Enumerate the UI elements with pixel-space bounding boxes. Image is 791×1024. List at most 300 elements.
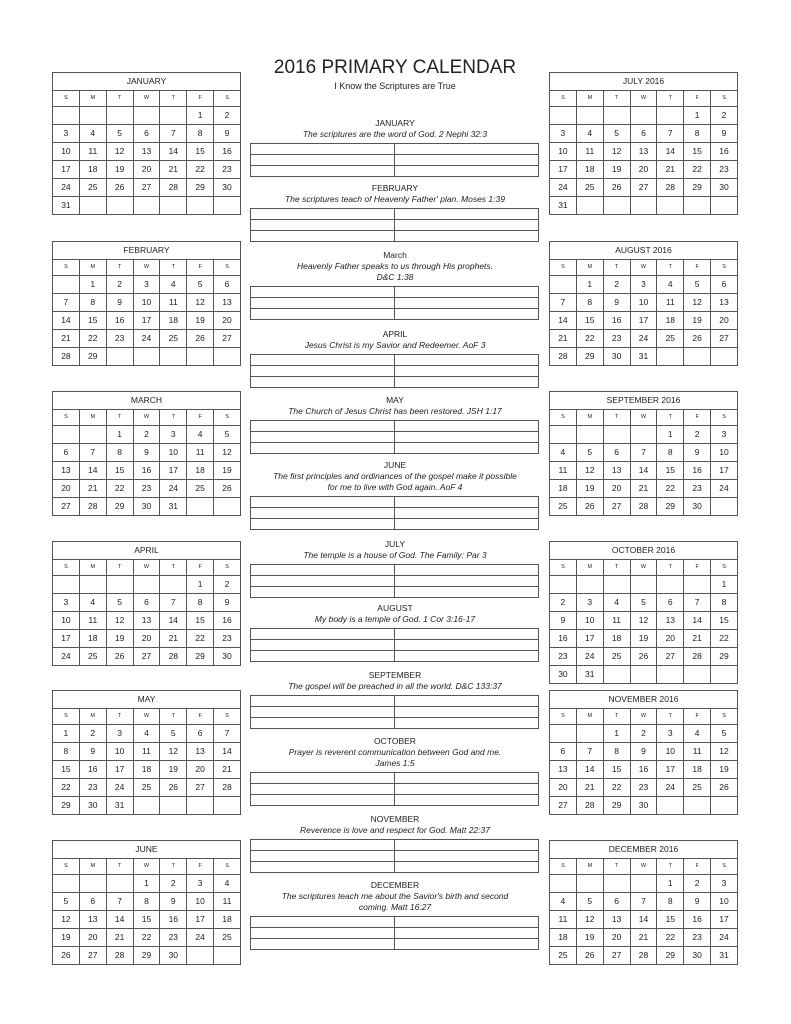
day-cell: 15 — [603, 761, 630, 779]
theme-block — [250, 670, 540, 692]
month-name: JUNE — [53, 841, 241, 859]
day-cell: 10 — [711, 893, 738, 911]
day-cell: 9 — [684, 893, 711, 911]
day-cell: 19 — [214, 462, 241, 480]
day-cell: 20 — [603, 480, 630, 498]
day-cell: 12 — [214, 444, 241, 462]
day-cell — [576, 426, 603, 444]
day-cell: 9 — [79, 743, 106, 761]
theme-month: NOVEMBER — [370, 814, 420, 824]
day-cell: 3 — [711, 426, 738, 444]
day-cell — [214, 197, 241, 215]
day-cell: 25 — [79, 648, 106, 666]
day-cell — [603, 426, 630, 444]
day-cell: 16 — [160, 911, 187, 929]
day-header: W — [133, 709, 160, 725]
day-cell: 22 — [657, 480, 684, 498]
day-cell: 30 — [79, 797, 106, 815]
day-cell: 22 — [684, 161, 711, 179]
day-cell: 14 — [684, 612, 711, 630]
day-header: T — [657, 709, 684, 725]
day-cell: 30 — [214, 179, 241, 197]
day-cell — [106, 107, 133, 125]
day-cell: 1 — [603, 725, 630, 743]
day-cell: 28 — [630, 498, 657, 516]
day-cell: 18 — [133, 761, 160, 779]
day-cell: 26 — [711, 779, 738, 797]
day-cell: 16 — [214, 612, 241, 630]
notes-grid — [250, 420, 539, 454]
day-cell: 16 — [133, 462, 160, 480]
day-cell: 20 — [550, 779, 577, 797]
day-cell: 30 — [214, 648, 241, 666]
notes-cell — [251, 576, 395, 587]
day-header: M — [79, 560, 106, 576]
day-cell: 23 — [79, 779, 106, 797]
day-cell: 18 — [550, 929, 577, 947]
day-cell: 16 — [684, 462, 711, 480]
day-cell: 2 — [684, 426, 711, 444]
day-cell: 22 — [603, 779, 630, 797]
day-cell: 6 — [133, 594, 160, 612]
calendar-november — [549, 690, 738, 815]
notes-cell — [395, 220, 539, 231]
day-cell: 22 — [106, 480, 133, 498]
theme-month: DECEMBER — [370, 880, 420, 890]
theme-scripture: The scriptures teach me about the Savior's birth and second — [281, 891, 509, 901]
day-cell — [603, 107, 630, 125]
day-cell: 8 — [53, 743, 80, 761]
day-header: S — [53, 410, 80, 426]
day-cell: 2 — [79, 725, 106, 743]
day-cell: 16 — [550, 630, 577, 648]
day-cell: 14 — [79, 462, 106, 480]
notes-cell — [251, 707, 395, 718]
day-cell — [603, 666, 630, 684]
day-cell: 27 — [657, 648, 684, 666]
day-cell: 12 — [187, 294, 214, 312]
day-cell: 21 — [53, 330, 80, 348]
day-cell: 31 — [576, 666, 603, 684]
day-header: W — [133, 260, 160, 276]
notes-cell — [395, 917, 539, 928]
day-cell: 16 — [603, 312, 630, 330]
day-cell — [160, 797, 187, 815]
day-header: W — [630, 260, 657, 276]
day-cell: 11 — [576, 143, 603, 161]
day-header: F — [187, 91, 214, 107]
day-cell: 3 — [53, 125, 80, 143]
day-cell: 3 — [630, 276, 657, 294]
day-cell: 19 — [160, 761, 187, 779]
day-cell: 31 — [630, 348, 657, 366]
day-cell: 18 — [603, 630, 630, 648]
calendar-april — [52, 541, 241, 666]
day-cell: 9 — [133, 444, 160, 462]
day-cell: 9 — [711, 125, 738, 143]
day-cell: 27 — [711, 330, 738, 348]
day-cell: 10 — [576, 612, 603, 630]
day-header: M — [576, 560, 603, 576]
month-name: MAY — [53, 691, 241, 709]
notes-cell — [395, 565, 539, 576]
theme-scripture: My body is a temple of God. 1 Cor 3:16-17 — [314, 614, 476, 624]
day-cell — [187, 797, 214, 815]
day-header: S — [214, 859, 241, 875]
notes-grid — [250, 916, 539, 950]
day-header: W — [133, 410, 160, 426]
day-cell: 20 — [603, 929, 630, 947]
day-header: T — [603, 859, 630, 875]
day-cell: 24 — [160, 480, 187, 498]
day-header: F — [684, 91, 711, 107]
day-header: F — [684, 410, 711, 426]
day-cell: 31 — [53, 197, 80, 215]
day-cell: 17 — [630, 312, 657, 330]
day-cell: 25 — [160, 330, 187, 348]
theme-block — [250, 395, 540, 417]
day-cell: 12 — [160, 743, 187, 761]
day-cell: 8 — [711, 594, 738, 612]
notes-cell — [395, 840, 539, 851]
day-cell: 4 — [576, 125, 603, 143]
day-cell: 17 — [550, 161, 577, 179]
day-cell: 21 — [550, 330, 577, 348]
notes-cell — [395, 773, 539, 784]
day-cell: 5 — [603, 125, 630, 143]
month-name: FEBRUARY — [53, 242, 241, 260]
theme-month: JANUARY — [375, 118, 415, 128]
day-cell: 28 — [160, 648, 187, 666]
day-cell: 4 — [550, 893, 577, 911]
notes-cell — [251, 784, 395, 795]
day-cell: 13 — [711, 294, 738, 312]
day-cell: 12 — [576, 462, 603, 480]
day-cell: 20 — [711, 312, 738, 330]
notes-grid — [250, 354, 539, 388]
day-cell — [53, 576, 80, 594]
day-cell: 7 — [160, 594, 187, 612]
day-cell: 26 — [106, 179, 133, 197]
day-cell — [160, 348, 187, 366]
day-cell: 18 — [576, 161, 603, 179]
notes-cell — [251, 651, 395, 662]
day-cell: 17 — [106, 761, 133, 779]
theme-scripture: Heavenly Father speaks to us through His prophets. — [296, 261, 494, 271]
day-header: T — [603, 709, 630, 725]
notes-cell — [251, 366, 395, 377]
day-cell: 5 — [711, 725, 738, 743]
day-cell: 25 — [550, 498, 577, 516]
day-cell: 2 — [133, 426, 160, 444]
day-cell: 22 — [187, 630, 214, 648]
day-cell: 21 — [160, 630, 187, 648]
day-header: W — [630, 91, 657, 107]
day-cell: 26 — [106, 648, 133, 666]
day-cell: 14 — [53, 312, 80, 330]
theme-scripture: coming. Matt 16:27 — [358, 902, 432, 912]
day-cell: 14 — [630, 911, 657, 929]
day-cell: 2 — [550, 594, 577, 612]
day-cell: 4 — [79, 594, 106, 612]
day-cell: 7 — [550, 294, 577, 312]
day-cell — [106, 875, 133, 893]
day-cell — [684, 576, 711, 594]
day-cell: 3 — [106, 725, 133, 743]
day-cell: 17 — [160, 462, 187, 480]
theme-month: APRIL — [382, 329, 408, 339]
theme-scripture: for me to live with God again. AoF 4 — [327, 482, 463, 492]
day-cell: 12 — [684, 294, 711, 312]
day-header: S — [53, 260, 80, 276]
notes-grid — [250, 208, 539, 242]
day-cell — [79, 875, 106, 893]
notes-cell — [251, 928, 395, 939]
day-header: S — [550, 260, 577, 276]
theme-scripture: Jesus Christ is my Savior and Redeemer. AoF 3 — [304, 340, 486, 350]
day-cell: 27 — [133, 179, 160, 197]
day-cell: 13 — [214, 294, 241, 312]
day-header: T — [106, 560, 133, 576]
day-cell: 23 — [214, 630, 241, 648]
day-cell: 2 — [630, 725, 657, 743]
month-name: DECEMBER 2016 — [550, 841, 738, 859]
day-cell: 5 — [53, 893, 80, 911]
day-cell: 11 — [79, 143, 106, 161]
theme-block — [250, 736, 540, 769]
day-header: F — [187, 260, 214, 276]
month-name: JANUARY — [53, 73, 241, 91]
day-cell — [79, 197, 106, 215]
notes-cell — [251, 377, 395, 388]
day-cell: 11 — [684, 743, 711, 761]
notes-cell — [251, 519, 395, 530]
day-cell: 3 — [187, 875, 214, 893]
day-cell: 25 — [603, 648, 630, 666]
notes-cell — [251, 432, 395, 443]
day-cell: 26 — [53, 947, 80, 965]
day-cell: 17 — [711, 911, 738, 929]
day-cell: 25 — [187, 480, 214, 498]
day-cell: 13 — [79, 911, 106, 929]
notes-cell — [251, 696, 395, 707]
theme-scripture: James 1:5 — [375, 758, 415, 768]
day-header: S — [711, 91, 738, 107]
day-cell: 18 — [684, 761, 711, 779]
day-cell: 10 — [160, 444, 187, 462]
day-cell: 3 — [53, 594, 80, 612]
page-subtitle: I Know the Scriptures are True — [334, 81, 456, 91]
calendar-august — [549, 241, 738, 366]
day-cell: 19 — [576, 929, 603, 947]
day-cell — [187, 197, 214, 215]
day-cell: 7 — [53, 294, 80, 312]
day-cell: 24 — [711, 929, 738, 947]
calendar-june — [52, 840, 241, 965]
day-header: W — [630, 709, 657, 725]
day-cell: 15 — [684, 143, 711, 161]
theme-block — [250, 603, 540, 625]
day-cell: 15 — [79, 312, 106, 330]
day-header: M — [576, 410, 603, 426]
calendar-december — [549, 840, 738, 965]
day-cell: 24 — [133, 330, 160, 348]
day-header: S — [53, 859, 80, 875]
day-cell: 4 — [603, 594, 630, 612]
day-cell: 30 — [711, 179, 738, 197]
day-cell: 10 — [550, 143, 577, 161]
day-cell: 27 — [187, 779, 214, 797]
day-cell: 30 — [133, 498, 160, 516]
day-cell: 2 — [214, 107, 241, 125]
page-title: 2016 PRIMARY CALENDAR — [273, 57, 517, 78]
day-cell: 26 — [630, 648, 657, 666]
calendar-may — [52, 690, 241, 815]
theme-scripture: The Church of Jesus Christ has been restored. JSH 1:17 — [288, 406, 502, 416]
day-cell — [657, 107, 684, 125]
day-cell: 15 — [53, 761, 80, 779]
theme-block — [250, 118, 540, 140]
day-cell: 8 — [657, 444, 684, 462]
day-header: W — [133, 859, 160, 875]
day-cell: 16 — [106, 312, 133, 330]
day-cell: 5 — [187, 276, 214, 294]
day-cell: 6 — [603, 444, 630, 462]
day-cell: 29 — [576, 348, 603, 366]
day-header: S — [550, 410, 577, 426]
month-name: JULY 2016 — [550, 73, 738, 91]
day-cell: 8 — [187, 125, 214, 143]
day-cell — [214, 348, 241, 366]
day-cell — [53, 426, 80, 444]
day-cell: 25 — [79, 179, 106, 197]
day-cell: 23 — [684, 929, 711, 947]
notes-cell — [395, 309, 539, 320]
day-cell: 25 — [133, 779, 160, 797]
notes-cell — [251, 508, 395, 519]
day-cell: 8 — [106, 444, 133, 462]
theme-scripture: D&C 1:38 — [376, 272, 414, 282]
day-cell — [630, 666, 657, 684]
day-cell: 22 — [576, 330, 603, 348]
day-cell — [711, 666, 738, 684]
day-cell: 4 — [657, 276, 684, 294]
day-cell: 28 — [630, 947, 657, 965]
notes-cell — [251, 220, 395, 231]
day-cell: 10 — [711, 444, 738, 462]
day-cell: 24 — [657, 779, 684, 797]
day-cell: 22 — [657, 929, 684, 947]
day-cell: 6 — [53, 444, 80, 462]
day-cell: 20 — [214, 312, 241, 330]
notes-cell — [395, 298, 539, 309]
day-cell: 6 — [657, 594, 684, 612]
day-cell: 22 — [187, 161, 214, 179]
day-header: F — [684, 560, 711, 576]
day-cell: 13 — [603, 462, 630, 480]
day-cell: 29 — [53, 797, 80, 815]
day-cell — [684, 348, 711, 366]
day-cell: 11 — [214, 893, 241, 911]
day-cell — [657, 666, 684, 684]
day-header: S — [550, 709, 577, 725]
day-cell: 24 — [711, 480, 738, 498]
day-cell: 16 — [711, 143, 738, 161]
notes-grid — [250, 839, 539, 873]
day-cell: 19 — [711, 761, 738, 779]
day-header: T — [106, 91, 133, 107]
day-cell: 20 — [657, 630, 684, 648]
day-cell: 2 — [684, 875, 711, 893]
day-cell: 30 — [550, 666, 577, 684]
day-cell: 29 — [657, 498, 684, 516]
notes-grid — [250, 628, 539, 662]
day-cell: 25 — [657, 330, 684, 348]
theme-block — [250, 460, 540, 493]
day-cell: 14 — [106, 911, 133, 929]
day-cell: 20 — [133, 161, 160, 179]
day-cell: 14 — [550, 312, 577, 330]
notes-cell — [395, 508, 539, 519]
day-cell: 6 — [603, 893, 630, 911]
day-cell: 23 — [684, 480, 711, 498]
day-cell — [657, 348, 684, 366]
notes-cell — [395, 696, 539, 707]
day-cell: 1 — [684, 107, 711, 125]
day-cell: 9 — [550, 612, 577, 630]
day-cell — [133, 576, 160, 594]
day-cell: 5 — [214, 426, 241, 444]
day-header: F — [187, 859, 214, 875]
day-cell: 1 — [657, 875, 684, 893]
theme-scripture: The scriptures are the word of God. 2 Nephi 32:3 — [302, 129, 488, 139]
day-cell: 6 — [133, 125, 160, 143]
day-cell: 15 — [187, 143, 214, 161]
day-cell: 25 — [576, 179, 603, 197]
day-cell: 8 — [187, 594, 214, 612]
day-cell: 18 — [187, 462, 214, 480]
day-cell — [550, 107, 577, 125]
day-cell: 10 — [657, 743, 684, 761]
day-cell: 17 — [657, 761, 684, 779]
notes-cell — [251, 166, 395, 177]
day-cell: 7 — [657, 125, 684, 143]
day-cell: 23 — [550, 648, 577, 666]
day-cell: 26 — [187, 330, 214, 348]
theme-month: March — [383, 250, 407, 260]
day-cell: 1 — [53, 725, 80, 743]
day-cell: 8 — [684, 125, 711, 143]
day-cell: 21 — [214, 761, 241, 779]
day-header: S — [711, 410, 738, 426]
notes-cell — [395, 640, 539, 651]
day-cell — [603, 875, 630, 893]
day-cell: 24 — [187, 929, 214, 947]
notes-cell — [251, 862, 395, 873]
theme-block — [250, 329, 540, 351]
day-cell: 7 — [106, 893, 133, 911]
day-cell: 5 — [576, 893, 603, 911]
day-cell: 31 — [106, 797, 133, 815]
day-cell: 5 — [630, 594, 657, 612]
day-cell: 29 — [187, 179, 214, 197]
day-cell: 9 — [214, 125, 241, 143]
day-cell: 1 — [106, 426, 133, 444]
day-cell: 31 — [711, 947, 738, 965]
day-cell — [550, 725, 577, 743]
day-header: M — [79, 709, 106, 725]
day-cell — [214, 498, 241, 516]
